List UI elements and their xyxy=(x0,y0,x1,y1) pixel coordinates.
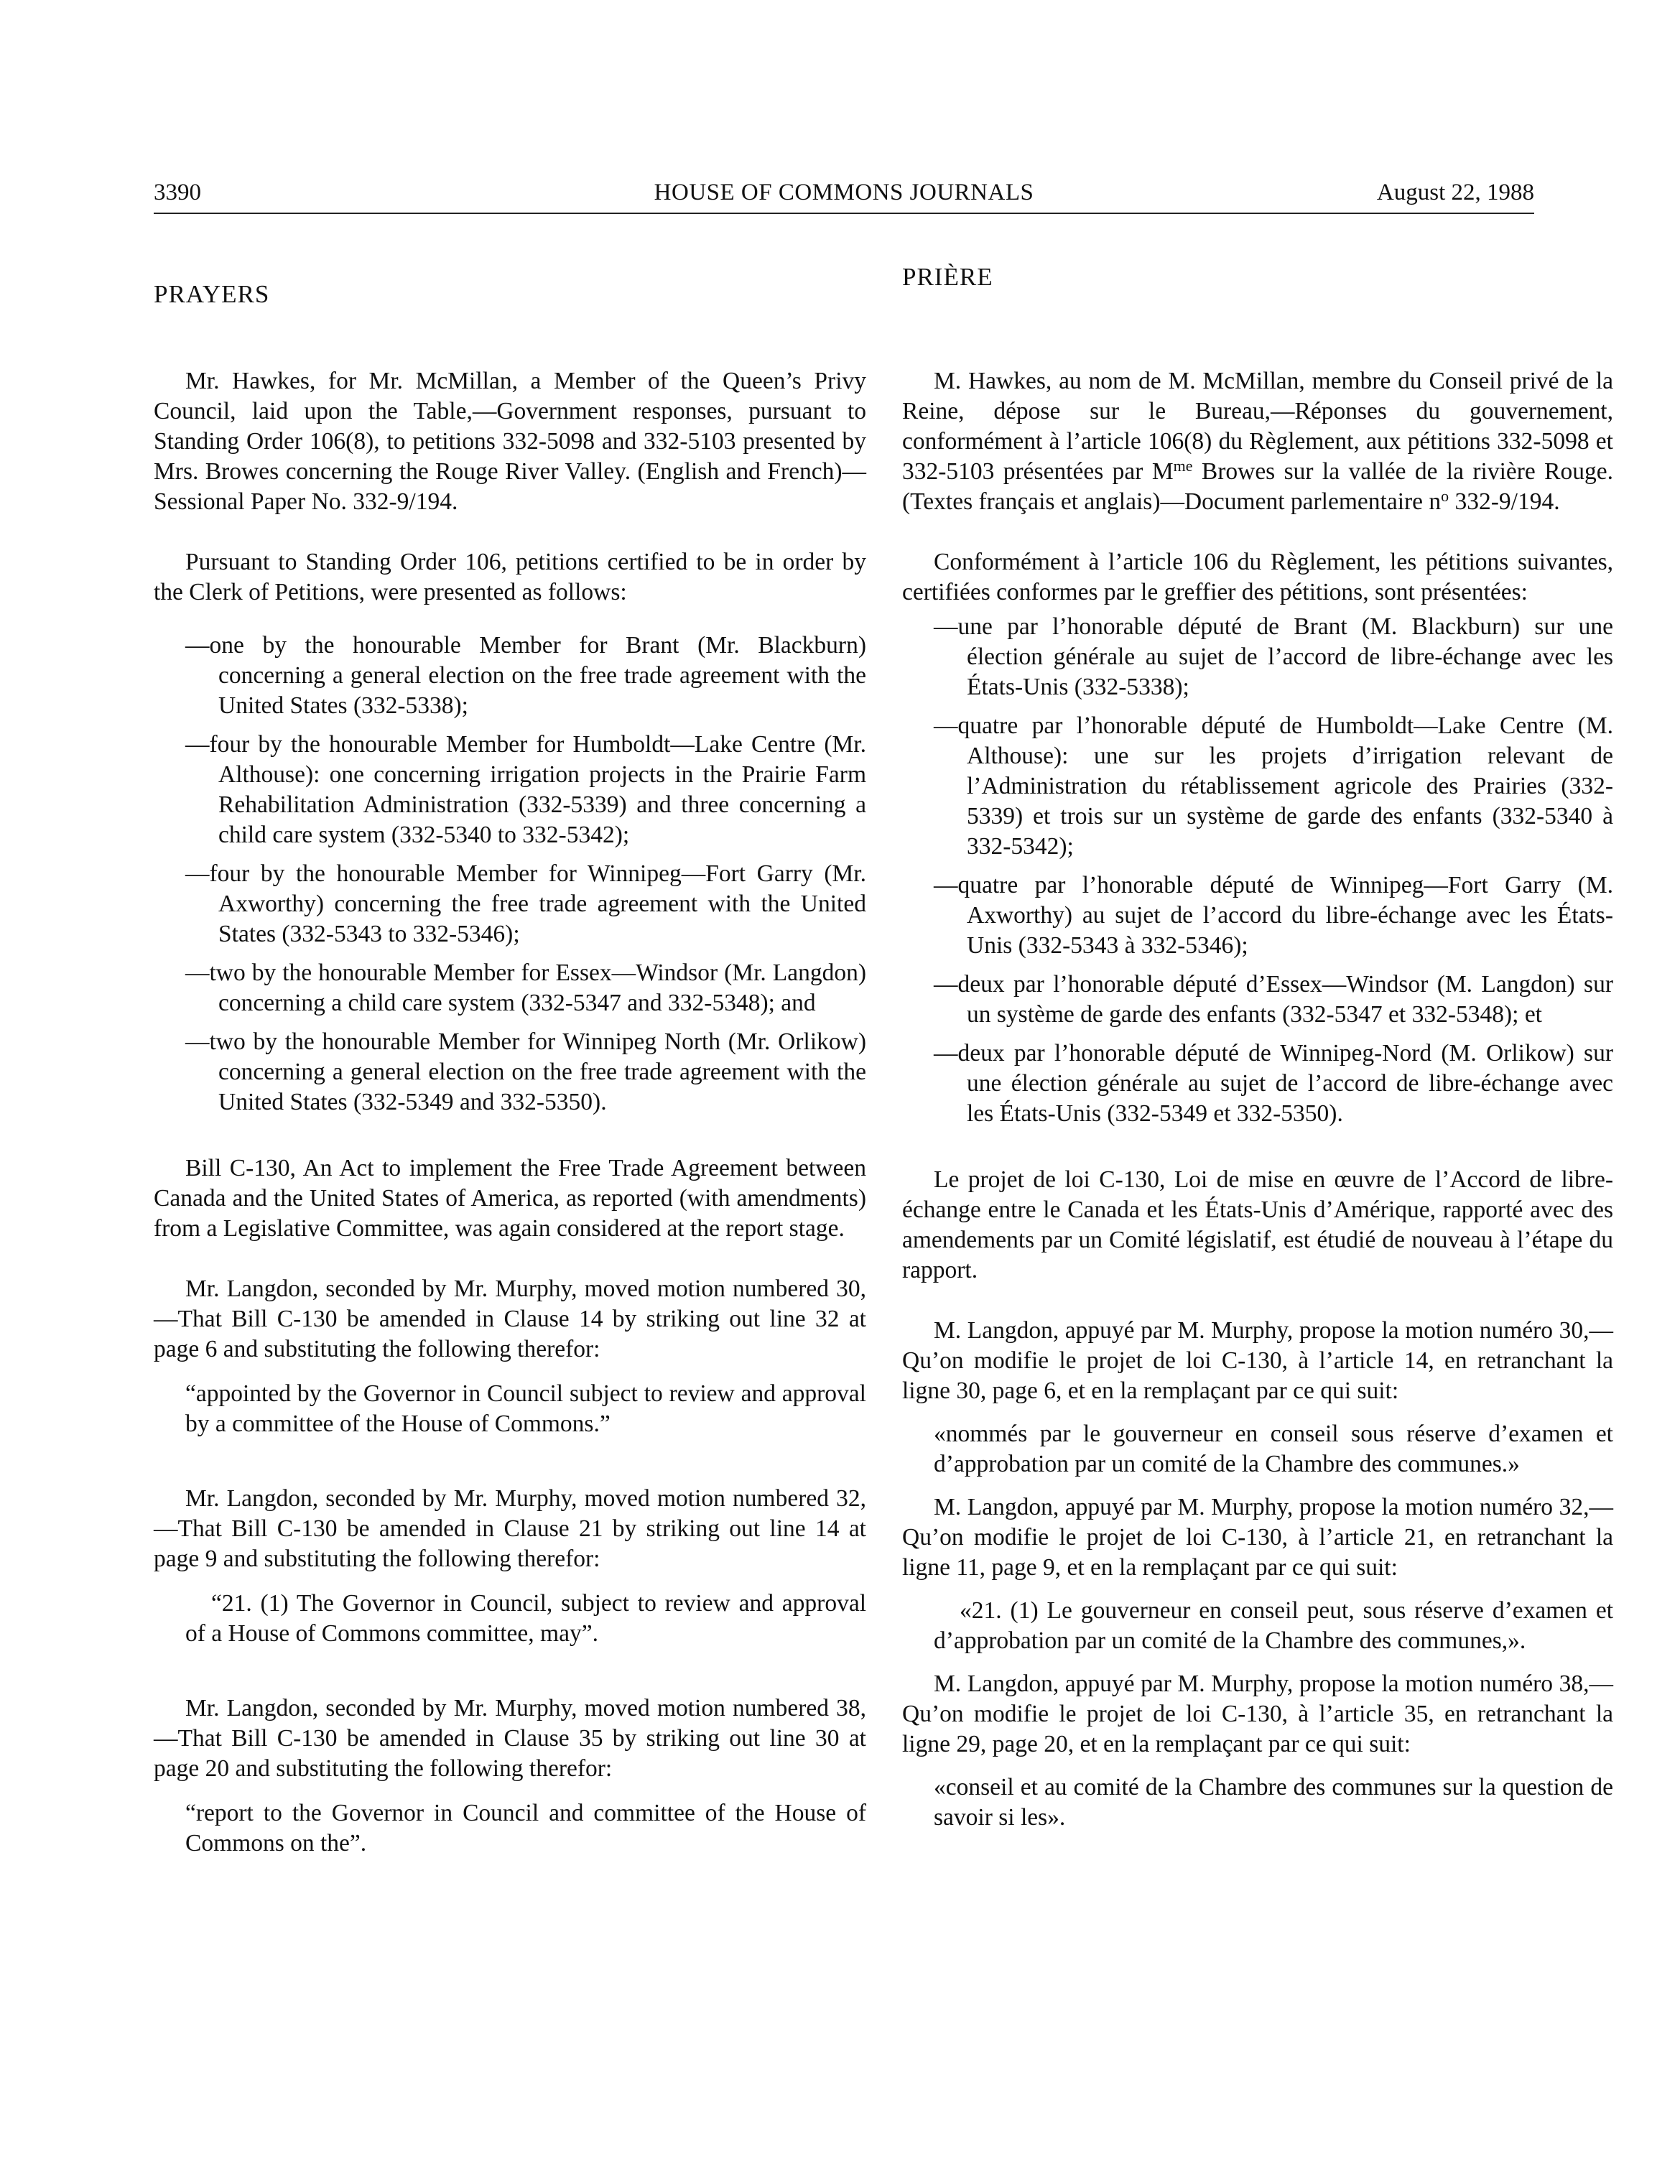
petition-item: —four by the honourable Member for Humboldt—Lake Centre (Mr. Althouse): one concerning irrigation projects in the Prairie Farm Rehabilitation Administration (332-5339) and three concerning a child care system (332-5340 to 332-5342); xyxy=(185,731,866,848)
petition-item: —two by the honourable Member for Essex—Windsor (Mr. Langdon) concerning a child care system (332-5347 and 332-5348); and xyxy=(185,959,866,1016)
running-header xyxy=(154,177,1534,214)
petition-item: —two by the honourable Member for Winnipeg North (Mr. Orlikow) concerning a general election on the free trade agreement with the United States (332-5349 and 332-5350). xyxy=(185,1028,866,1115)
motion-38-paragraph-fr: M. Langdon, appuyé par M. Murphy, propose la motion numéro 38,—Qu’on modifie le projet de loi C-130, à l’article 35, en retranchant la ligne 29, page 20, et en la remplaçant par ce qui suit: xyxy=(902,1670,1613,1757)
motion-30-paragraph: Mr. Langdon, seconded by Mr. Murphy, moved motion numbered 30,—That Bill C-130 be amended in Clause 14 by striking out line 32 at page 6 and substituting the following therefor: xyxy=(154,1275,866,1362)
motion-32-paragraph-fr: M. Langdon, appuyé par M. Murphy, propose la motion numéro 32,—Qu’on modifie le projet de loi C-130, à l’article 21, en retranchant la ligne 11, page 9, et en la remplaçant par ce qui suit: xyxy=(902,1494,1613,1581)
petitions-intro-paragraph-fr: Conformément à l’article 106 du Règlement, les pétitions suivantes, certifiées conformes par le greffier des pétitions, sont présentées: xyxy=(902,549,1613,605)
petition-item-fr: —deux par l’honorable député de Winnipeg-Nord (M. Orlikow) sur une élection générale au sujet de l’accord de libre-échange avec les États-Unis (332-5349 et 332-5350). xyxy=(934,1040,1613,1127)
section-heading-prayers: PRAYERS xyxy=(154,280,270,308)
french-column xyxy=(902,263,1613,1833)
journal-title: HOUSE OF COMMONS JOURNALS xyxy=(654,180,1034,205)
reponses-text-part-1: M. Hawkes, au nom de M. McMillan, membre du Conseil privé de la Reine, dépose sur le Bureau,—Réponses du gouvernement, conformément à l’article 106(8) du Règlement, aux pétitions 332-5098 et 332-5103 présentées par M xyxy=(902,368,1613,485)
page-number: 3390 xyxy=(154,180,201,205)
petition-item: —four by the honourable Member for Winnipeg—Fort Garry (Mr. Axworthy) concerning the free trade agreement with the United States (332-5343 to 332-5346); xyxy=(185,860,866,947)
motion-32-amendment-text: “21. (1) The Governor in Council, subject to review and approval of a House of Commons committee, may”. xyxy=(185,1590,866,1647)
motion-38-amendment-text-fr: «conseil et au comité de la Chambre des communes sur la question de savoir si les». xyxy=(934,1774,1613,1831)
motion-30-amendment-text: “appointed by the Governor in Council subject to review and approval by a committee of the House of Commons.” xyxy=(185,1380,866,1437)
header-date: August 22, 1988 xyxy=(1376,180,1534,205)
petition-item-fr: —quatre par l’honorable député de Humboldt—Lake Centre (M. Althouse): une sur les projets d’irrigation relevant de l’Administration du rétablissement agricole des Prairies (332-5339) et trois sur un système de garde des enfants (332-5340 à 332-5342); xyxy=(934,712,1613,860)
petition-item-fr: —quatre par l’honorable député de Winnipeg—Fort Garry (M. Axworthy) au sujet de l’accord du libre-échange avec les États-Unis (332-5343 à 332-5346); xyxy=(934,872,1613,959)
bill-c130-paragraph: Bill C-130, An Act to implement the Free Trade Agreement between Canada and the United States of America, as reported (with amendments) from a Legislative Committee, was again considered at the report stage. xyxy=(154,1155,866,1242)
motion-38-amendment-text: “report to the Governor in Council and committee of the House of Commons on the”. xyxy=(185,1800,866,1857)
motion-30-amendment-text-fr: «nommés par le gouverneur en conseil sous réserve d’examen et d’approbation par un comité de la Chambre des communes.» xyxy=(934,1421,1613,1477)
petition-item: —one by the honourable Member for Brant (Mr. Blackburn) concerning a general election on the free trade agreement with the United States (332-5338); xyxy=(185,632,866,719)
petitions-list xyxy=(154,631,866,1117)
petitions-list-fr xyxy=(902,612,1613,1129)
motion-32-paragraph: Mr. Langdon, seconded by Mr. Murphy, moved motion numbered 32,—That Bill C-130 be amended in Clause 21 by striking out line 14 at page 9 and substituting the following therefor: xyxy=(154,1485,866,1572)
government-responses-paragraph: Mr. Hawkes, for Mr. McMillan, a Member of the Queen’s Privy Council, laid upon the Table,—Government responses, pursuant to Standing Order 106(8), to petitions 332-5098 and 332-5103 presented by Mrs. Browes concerning the Rouge River Valley. (English and French)—Sessional Paper No. 332-9/194. xyxy=(154,368,866,515)
petition-item-fr: —deux par l’honorable député d’Essex—Windsor (M. Langdon) sur un système de garde des enfants (332-5347 et 332-5348); et xyxy=(934,971,1613,1028)
reponses-text-part-3: 332-9/194. xyxy=(1449,488,1560,515)
petition-item-fr: —une par l’honorable député de Brant (M. Blackburn) sur une élection générale au sujet de l’accord de libre-échange avec les États-Unis (332-5338); xyxy=(934,613,1613,700)
petitions-intro-paragraph: Pursuant to Standing Order 106, petitions certified to be in order by the Clerk of Petitions, were presented as follows: xyxy=(154,549,866,605)
superscript-o: o xyxy=(1441,487,1449,505)
reponses-text-part-2: Browes sur la vallée de la rivière Rouge. (Textes français et anglais)—Document parlementaire n xyxy=(902,458,1613,515)
section-heading-priere: PRIÈRE xyxy=(902,263,993,291)
motion-30-paragraph-fr: M. Langdon, appuyé par M. Murphy, propose la motion numéro 30,—Qu’on modifie le projet de loi C-130, à l’article 14, en retranchant la ligne 30, page 6, et en la remplaçant par ce qui suit: xyxy=(902,1317,1613,1404)
english-column xyxy=(154,273,866,1903)
motion-38-paragraph: Mr. Langdon, seconded by Mr. Murphy, moved motion numbered 38,—That Bill C-130 be amended in Clause 35 by striking out line 30 at page 20 and substituting the following therefor: xyxy=(154,1695,866,1782)
superscript-me: me xyxy=(1173,457,1193,475)
reponses-gouvernement-paragraph xyxy=(902,366,1613,517)
projet-loi-c130-paragraph: Le projet de loi C-130, Loi de mise en œuvre de l’Accord de libre-échange entre le Canada et les États-Unis d’Amérique, rapporté avec des amendements par un Comité législatif, est étudié de nouveau à l’étape du rapport. xyxy=(902,1166,1613,1283)
motion-32-amendment-text-fr: «21. (1) Le gouverneur en conseil peut, sous réserve d’examen et d’approbation par un comité de la Chambre des communes,». xyxy=(934,1597,1613,1654)
